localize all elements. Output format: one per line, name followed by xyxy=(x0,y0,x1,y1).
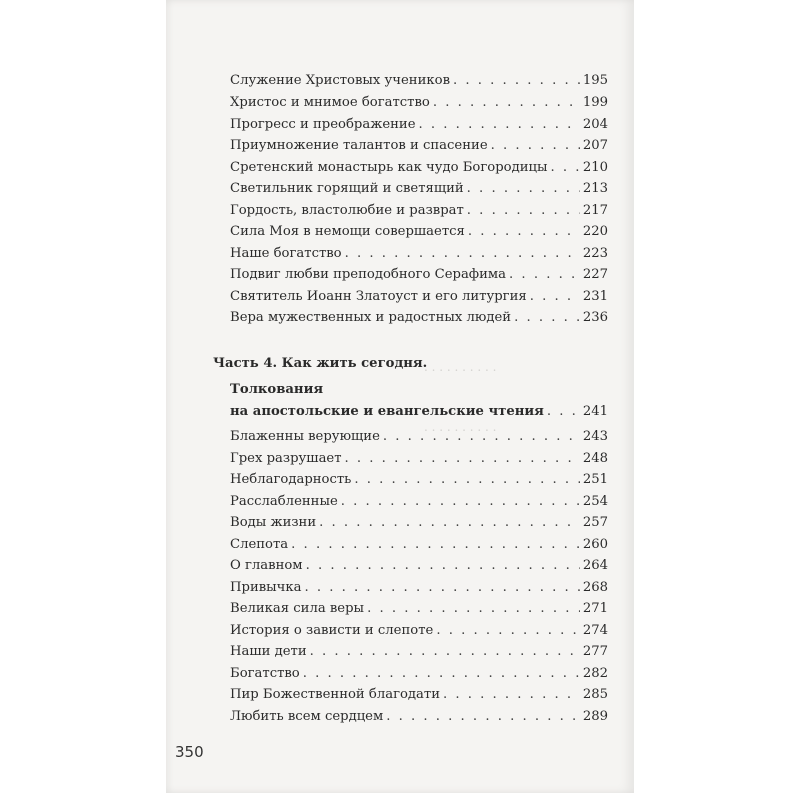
leader-dots xyxy=(345,450,580,468)
toc-entry-page: 248 xyxy=(582,451,608,466)
toc-entry xyxy=(230,643,608,661)
leader-dots xyxy=(354,471,579,489)
toc-entry-title: Сретенский монастырь как чудо Богородицы xyxy=(230,160,548,175)
toc-entry-title: Любить всем сердцем xyxy=(230,709,384,724)
toc-entry-page: 274 xyxy=(582,623,608,638)
toc-entry-page: 282 xyxy=(582,666,608,681)
toc-entry xyxy=(230,266,608,284)
toc-entry-title: Расслабленные xyxy=(230,494,338,509)
toc-entry xyxy=(230,223,608,241)
toc-entry xyxy=(230,686,608,704)
toc-entry-page: 223 xyxy=(582,246,608,261)
toc-entry-title: Воды жизни xyxy=(230,515,317,530)
toc-entry-page: 217 xyxy=(582,203,608,218)
toc-entry xyxy=(230,514,608,532)
leader-dots xyxy=(319,514,580,532)
part-subheading: Толкования xyxy=(230,382,324,397)
book-page xyxy=(166,0,634,793)
toc-entry-page: 271 xyxy=(582,601,608,616)
leader-dots xyxy=(419,116,580,134)
leader-dots xyxy=(547,403,580,421)
toc-entry-title: Приумножение талантов и спасение xyxy=(230,138,488,153)
toc-entry-title: Служение Христовых учеников xyxy=(230,73,450,88)
part-heading: Часть 4. Как жить сегодня. xyxy=(213,356,428,371)
leader-dots xyxy=(467,180,580,198)
toc-entry-title: Неблагодарность xyxy=(230,472,352,487)
toc-entry-page: 285 xyxy=(582,687,608,702)
toc-entry xyxy=(230,557,608,575)
leader-dots xyxy=(303,665,580,683)
toc-entry-page: 257 xyxy=(582,515,608,530)
leader-dots xyxy=(341,493,580,511)
toc-entry-page: 254 xyxy=(582,494,608,509)
toc-entry-title: Слепота xyxy=(230,537,289,552)
toc-entry-title: Христос и мнимое богатство xyxy=(230,95,430,110)
toc-entry-page: 251 xyxy=(582,472,608,487)
leader-dots xyxy=(383,428,580,446)
toc-entry-part xyxy=(230,403,608,421)
toc-entry xyxy=(230,202,608,220)
toc-entry-title: Наши дети xyxy=(230,644,307,659)
toc-entry-title: История о зависти и слепоте xyxy=(230,623,434,638)
bleed-through-text: . . . . . . . . . . xyxy=(424,420,497,434)
leader-dots xyxy=(304,579,579,597)
leader-dots xyxy=(514,309,580,327)
toc-entry-title: Святитель Иоанн Златоуст и его литургия xyxy=(230,289,527,304)
leader-dots xyxy=(345,245,580,263)
leader-dots xyxy=(509,266,580,284)
leader-dots xyxy=(491,137,580,155)
toc-entry xyxy=(230,579,608,597)
toc-entry-page: 264 xyxy=(582,558,608,573)
leader-dots xyxy=(468,223,580,241)
toc-entry xyxy=(230,428,608,446)
leader-dots xyxy=(291,536,580,554)
toc-entry-title: Грех разрушает xyxy=(230,451,342,466)
toc-entry-title: Пир Божественной благодати xyxy=(230,687,440,702)
toc-entry-page: 241 xyxy=(582,404,608,419)
page-number: 350 xyxy=(175,743,204,761)
leader-dots xyxy=(530,288,580,306)
toc-entry xyxy=(230,288,608,306)
toc-entry-page: 231 xyxy=(582,289,608,304)
toc-entry xyxy=(230,94,608,112)
toc-entry xyxy=(230,450,608,468)
toc-entry xyxy=(230,137,608,155)
toc-entry-page: 207 xyxy=(582,138,608,153)
leader-dots xyxy=(453,72,580,90)
toc-entry xyxy=(230,116,608,134)
toc-entry xyxy=(230,600,608,618)
toc-entry-title: Прогресс и преображение xyxy=(230,117,416,132)
leader-dots xyxy=(436,622,580,640)
leader-dots xyxy=(386,708,580,726)
toc-entry xyxy=(230,159,608,177)
toc-entry-page: 268 xyxy=(582,580,608,595)
toc-entry-title: О главном xyxy=(230,558,303,573)
toc-entry-title: Вера мужественных и радостных людей xyxy=(230,310,512,325)
toc-entry xyxy=(230,536,608,554)
toc-entry-title: на апостольские и евангельские чтения xyxy=(230,404,544,419)
toc-entry-title: Наше богатство xyxy=(230,246,342,261)
toc-entry-title: Богатство xyxy=(230,666,300,681)
toc-entry xyxy=(230,665,608,683)
toc-entry xyxy=(230,309,608,327)
bleed-through-text: . . . . . . . . . . xyxy=(424,360,497,374)
toc-entry xyxy=(230,180,608,198)
leader-dots xyxy=(443,686,580,704)
leader-dots xyxy=(367,600,580,618)
leader-dots xyxy=(467,202,580,220)
toc-entry xyxy=(230,622,608,640)
toc-entry-title: Подвиг любви преподобного Серафима xyxy=(230,267,507,282)
toc-entry-title: Привычка xyxy=(230,580,302,595)
toc-entry xyxy=(230,245,608,263)
toc-entry-page: 213 xyxy=(582,181,608,196)
toc-entry xyxy=(230,72,608,90)
toc-entry-title: Блаженны верующие xyxy=(230,429,380,444)
toc-entry-page: 260 xyxy=(582,537,608,552)
toc-entry-title: Великая сила веры xyxy=(230,601,365,616)
toc-entry xyxy=(230,471,608,489)
toc-entry-title: Гордость, властолюбие и разврат xyxy=(230,203,464,218)
toc-entry-page: 227 xyxy=(582,267,608,282)
toc-entry-title: Сила Моя в немощи совершается xyxy=(230,224,465,239)
leader-dots xyxy=(550,159,579,177)
toc-entry xyxy=(230,493,608,511)
toc-entry-page: 236 xyxy=(582,310,608,325)
toc-entry-page: 195 xyxy=(582,73,608,88)
toc-entry-page: 204 xyxy=(582,117,608,132)
toc-entry-page: 289 xyxy=(582,709,608,724)
toc-entry-page: 210 xyxy=(582,160,608,175)
toc-entry-page: 220 xyxy=(582,224,608,239)
toc-entry-page: 243 xyxy=(582,429,608,444)
toc-entry-page: 199 xyxy=(582,95,608,110)
toc-entry xyxy=(230,708,608,726)
leader-dots xyxy=(310,643,580,661)
leader-dots xyxy=(433,94,580,112)
leader-dots xyxy=(306,557,580,575)
toc-entry-title: Светильник горящий и светящий xyxy=(230,181,464,196)
toc-entry-page: 277 xyxy=(582,644,608,659)
